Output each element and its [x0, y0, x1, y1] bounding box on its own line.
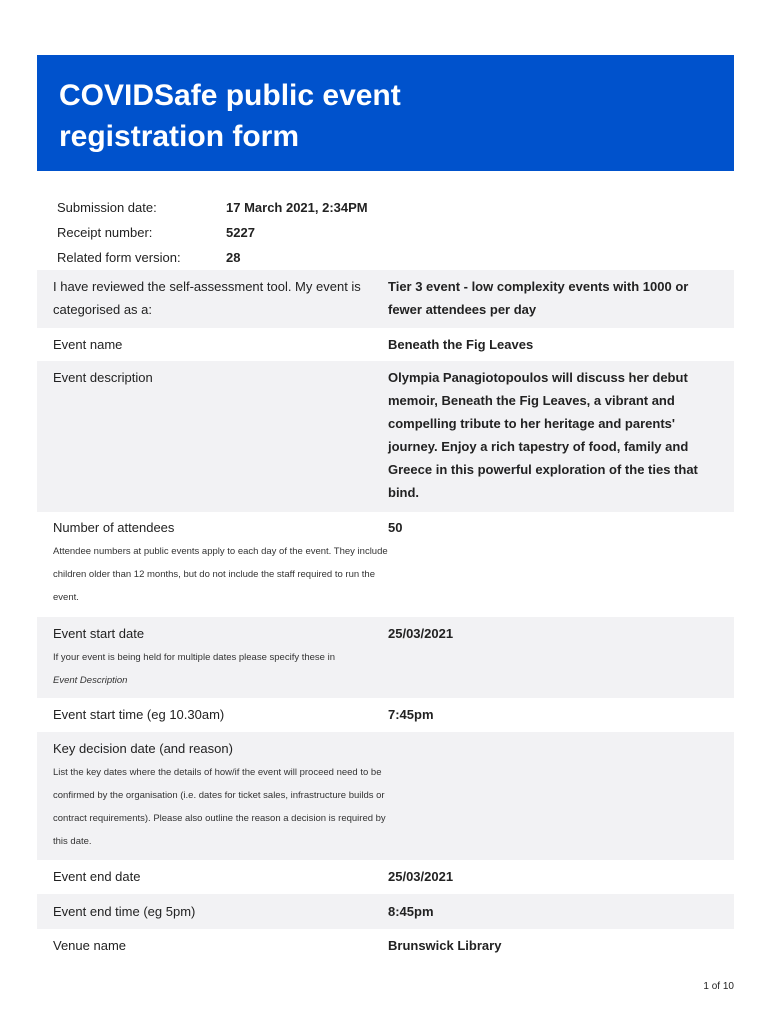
form-version-value: 28: [226, 250, 241, 265]
event-category-question: I have reviewed the self-assessment tool. My event is categorised as a:: [53, 279, 361, 317]
end-time-question: Event end time (eg 5pm): [53, 904, 196, 919]
submission-date-value: 17 March 2021, 2:34PM: [226, 200, 368, 215]
start-date-question: Event start date: [53, 626, 145, 641]
end-time-answer: 8:45pm: [388, 904, 434, 919]
submission-date-label: Submission date:: [57, 200, 157, 215]
start-date-answer: 25/03/2021: [388, 626, 454, 641]
end-date-answer: 25/03/2021: [388, 869, 454, 884]
venue-answer: Brunswick Library: [388, 938, 502, 953]
start-date-row: [37, 617, 734, 698]
receipt-number-label: Receipt number:: [57, 225, 153, 240]
event-name-answer: Beneath the Fig Leaves: [388, 337, 534, 352]
key-decision-row: [37, 732, 734, 860]
event-name-question: Event name: [53, 337, 123, 352]
event-description-answer: Olympia Panagiotopoulos will discuss her debut memoir, Beneath the Fig Leaves, a vibrant and compelling tribute to her heritage and parents' journey. Enjoy a rich tapestry of food, family and Greece in this powerful exploration of the ties that bind.: [388, 370, 698, 500]
start-date-hint-emphasis: Event Description: [53, 675, 128, 686]
start-time-answer: 7:45pm: [388, 707, 434, 722]
receipt-number-value: 5227: [226, 225, 255, 240]
form-title: COVIDSafe public event registration form: [59, 79, 401, 153]
form-fields: [37, 270, 734, 963]
start-date-hint-text: If your event is being held for multiple dates please specify these in: [53, 652, 335, 663]
start-time-row: [37, 698, 734, 732]
form-version-label: Related form version:: [57, 250, 181, 265]
key-decision-hint: List the key dates where the details of how/if the event will proceed need to be confirmed by the organisation (i.e. dates for ticket sales, infrastructure builds or contract requirements). Please also outline the reason a decision is required by this date.: [53, 767, 386, 847]
event-name-row: [37, 328, 734, 361]
end-time-row: [37, 894, 734, 929]
venue-row: [37, 929, 734, 963]
event-description-question: Event description: [53, 370, 153, 385]
page-number: 1 of 10: [703, 981, 734, 992]
attendees-hint: Attendee numbers at public events apply to each day of the event. They include children older than 12 months, but do not include the staff required to run the event.: [53, 546, 388, 603]
end-date-question: Event end date: [53, 869, 141, 884]
form-header: [37, 55, 734, 171]
end-date-row: [37, 860, 734, 894]
attendees-question: Number of attendees: [53, 520, 175, 535]
attendees-answer: 50: [388, 520, 403, 535]
key-decision-question: Key decision date (and reason): [53, 741, 233, 756]
venue-question: Venue name: [53, 938, 127, 953]
event-description-row: [37, 361, 734, 512]
start-time-question: Event start time (eg 10.30am): [53, 707, 225, 722]
event-category-row: [37, 270, 734, 328]
start-date-hint: [53, 646, 393, 692]
attendees-row: [37, 512, 734, 617]
event-category-answer: Tier 3 event - low complexity events with 1000 or fewer attendees per day: [388, 279, 689, 317]
